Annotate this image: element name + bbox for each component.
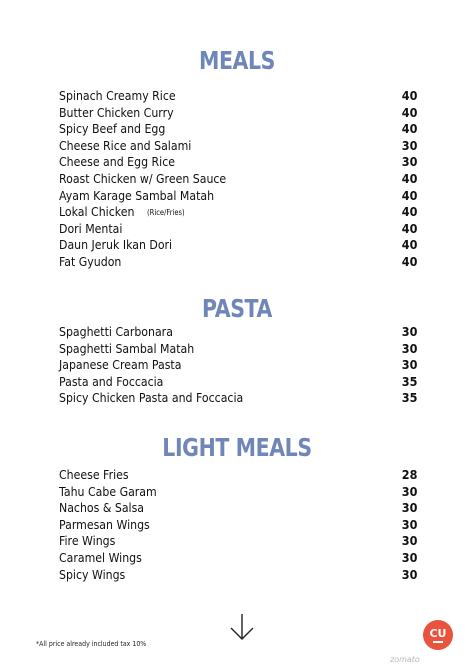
- tax-footnote: *All price already included tax 10%: [36, 640, 147, 648]
- menu-item: [59, 374, 417, 391]
- menu-item: [59, 88, 417, 105]
- menu-item: [59, 121, 417, 138]
- meals-heading: MEALS: [198, 46, 276, 75]
- menu-item-label: [59, 341, 194, 358]
- menu-item-price: 40: [401, 170, 417, 186]
- menu-item-name: Fat Gyudon: [59, 254, 122, 269]
- menu-item-name: Nachos & Salsa: [59, 501, 145, 516]
- menu-item-price: 30: [401, 500, 417, 516]
- light-meals-list: [59, 467, 417, 583]
- menu-item-price: 30: [401, 533, 417, 549]
- menu-item: [59, 138, 417, 155]
- meals-list: [59, 88, 417, 271]
- menu-item: [59, 484, 417, 501]
- menu-item-name: Fire Wings: [59, 534, 116, 549]
- pasta-heading: PASTA: [202, 294, 272, 323]
- menu-item-label: [59, 324, 173, 341]
- menu-item: [59, 188, 417, 205]
- menu-item-name: Caramel Wings: [59, 550, 142, 565]
- menu-item-price: 30: [401, 357, 417, 373]
- menu-item-label: [59, 374, 163, 391]
- menu-item-label: [59, 567, 125, 584]
- logo-text: CU: [429, 627, 447, 640]
- menu-item-price: 30: [401, 483, 417, 499]
- menu-item: [59, 324, 417, 341]
- menu-item-price: 40: [401, 121, 417, 137]
- menu-item: [59, 500, 417, 517]
- menu-item: [59, 567, 417, 584]
- menu-item-label: [59, 171, 226, 188]
- menu-item-name: Cheese Fries: [59, 468, 129, 482]
- menu-item-name: Lokal Chicken: [59, 205, 135, 220]
- menu-item-name: Cheese and Egg Rice: [59, 155, 175, 170]
- brand-logo: [423, 620, 453, 650]
- menu-item-price: 40: [401, 237, 417, 253]
- menu-item: [59, 254, 417, 271]
- menu-item-label: [59, 121, 165, 138]
- menu-item-price: 35: [401, 373, 417, 389]
- menu-item-name: Spicy Beef and Egg: [59, 122, 166, 137]
- menu-item-name: Tahu Cabe Garam: [59, 484, 157, 499]
- menu-item: [59, 390, 417, 407]
- menu-item-label: [59, 500, 144, 517]
- menu-item-price: 40: [401, 204, 417, 220]
- menu-item-name: Parmesan Wings: [59, 517, 150, 532]
- menu-item-name: Daun Jeruk Ikan Dori: [59, 238, 173, 253]
- menu-item-label: [59, 221, 122, 238]
- menu-item-name: Cheese Rice and Salami: [59, 138, 192, 153]
- light-meals-heading: LIGHT MEALS: [162, 433, 312, 462]
- menu-item-price: 30: [401, 516, 417, 532]
- menu-item-name: Dori Mentai: [59, 221, 123, 236]
- menu-item-label: [59, 105, 174, 122]
- menu-item-label: [59, 517, 150, 534]
- watermark: zomato: [390, 655, 420, 664]
- menu-item: [59, 517, 417, 534]
- menu-item-label: [59, 138, 191, 155]
- menu-item-label: [59, 237, 172, 254]
- arrow-down-icon[interactable]: [228, 612, 256, 642]
- menu-item-price: 30: [401, 340, 417, 356]
- menu-item: [59, 221, 417, 238]
- menu-item: [59, 105, 417, 122]
- menu-item-label: [59, 467, 129, 484]
- menu-item-price: 28: [401, 467, 417, 482]
- menu-item-label: [59, 390, 243, 407]
- menu-item: [59, 154, 417, 171]
- menu-item: [59, 533, 417, 550]
- menu-item: [59, 550, 417, 567]
- menu-item-name: Spicy Chicken Pasta and Foccacia: [59, 391, 244, 406]
- menu-item-label: [59, 88, 176, 105]
- menu-item-name: Butter Chicken Curry: [59, 105, 174, 120]
- menu-item-price: 30: [401, 549, 417, 565]
- menu-item: [59, 357, 417, 374]
- menu-item-name: Spaghetti Sambal Matah: [59, 341, 195, 356]
- menu-item-label: [59, 254, 121, 271]
- menu-item-name: Spicy Wings: [59, 567, 126, 582]
- menu-item-price: 30: [401, 137, 417, 153]
- menu-item-label: [59, 484, 157, 501]
- menu-item-price: 35: [401, 390, 417, 406]
- menu-item-label: [59, 204, 185, 222]
- menu-item-price: 40: [401, 220, 417, 236]
- menu-item-price: 40: [401, 253, 417, 269]
- menu-item: [59, 171, 417, 188]
- menu-item-note: (Rice/Fries): [147, 208, 185, 218]
- pasta-list: [59, 324, 417, 407]
- menu-item-label: [59, 357, 181, 374]
- menu-item-label: [59, 154, 175, 171]
- menu-item-name: Japanese Cream Pasta: [59, 358, 182, 373]
- menu-item-name: Ayam Karage Sambal Matah: [59, 188, 215, 203]
- menu-item: [59, 341, 417, 358]
- menu-item-label: [59, 188, 214, 205]
- menu-item-name: Spinach Creamy Rice: [59, 89, 176, 103]
- menu-item: [59, 467, 417, 484]
- menu-item: [59, 204, 417, 221]
- menu-item-label: [59, 533, 115, 550]
- menu-item-price: 30: [401, 154, 417, 170]
- menu-item-price: 30: [401, 324, 417, 339]
- menu-item-name: Spaghetti Carbonara: [59, 325, 173, 339]
- menu-item: [59, 237, 417, 254]
- menu-item-price: 40: [401, 104, 417, 120]
- menu-item-name: Pasta and Foccacia: [59, 374, 164, 389]
- menu-item-price: 40: [401, 187, 417, 203]
- menu-item-label: [59, 550, 142, 567]
- menu-item-name: Roast Chicken w/ Green Sauce: [59, 171, 227, 186]
- menu-item-price: 40: [401, 88, 417, 103]
- menu-item-price: 30: [401, 566, 417, 582]
